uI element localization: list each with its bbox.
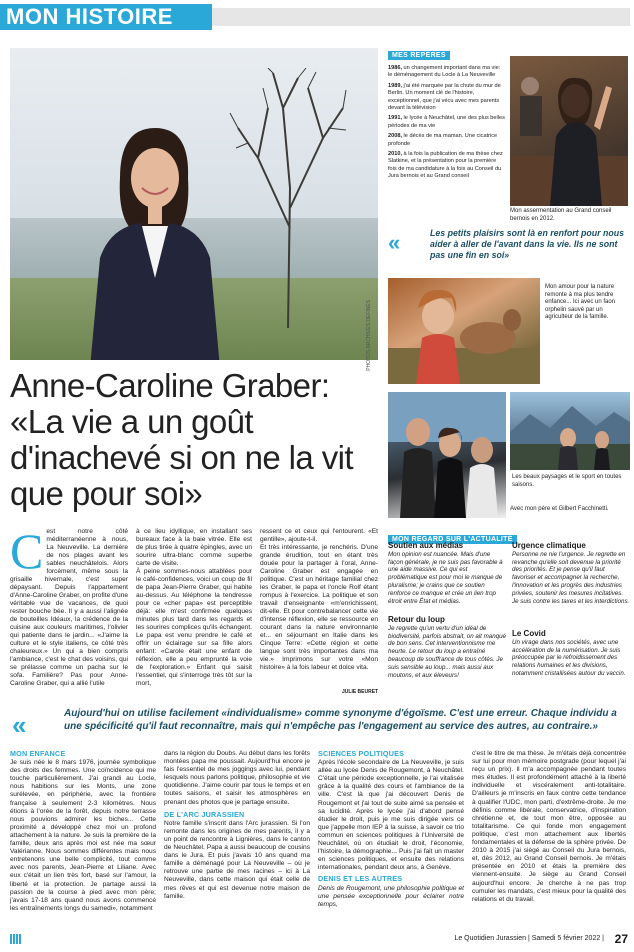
assermentation-photo bbox=[510, 56, 628, 206]
dropcap: C bbox=[10, 523, 44, 579]
reperes-tag: MES REPÈRES bbox=[388, 51, 450, 60]
publication-line: Le Quotidien Jurassien | Samedi 5 février 2022 | bbox=[454, 935, 604, 942]
landscape-photo bbox=[510, 392, 630, 470]
tree-illustration bbox=[228, 68, 348, 328]
repere-text: à la fois la publication de ma thèse chez Slatkine, et la présentation pour la première fois de ma candidature à la fois au Conseil du Jura bernois et au Grand conseil bbox=[388, 151, 503, 180]
intro-text-1: est notre côté méditerranéenne à nous, La Neuveville. La dernière de nos plages avant les sables neuchâtelois. Alors forcément, même sous la grisaille hivernale, c'est super dépaysant. Depuis l'appartement d'Anne-Caroline Graber, on profite d'une véritable vue de vacances, de quoi rester bouche bée. Il y a aussi l'alignée de bouteilles Idéaux, la crédence de la cuisine aux couleurs maritimes, l'olivier qui patiente dans le jardin... «J'aime la culture et le style italiens, ce côté très chaleureux.» Un qui a bien compris l'ambiance, c'est le chat des voisins, qui se prélasse comme un pacha sur le sofa. Familière? Pas pour Anne-Caroline Graber, qui a allié l'utile bbox=[10, 528, 128, 687]
repere-item bbox=[388, 83, 506, 113]
repere-item bbox=[388, 65, 506, 80]
bottom-col-4 bbox=[472, 750, 626, 904]
regard-covid-text: Un virage dans nos sociétés, avec une accélération de la numérisation. Je suis préoccupée par le refroidissement des relations humaines et les divisions, notamment cristallisées autour du vaccin. bbox=[512, 638, 626, 677]
repere-item bbox=[388, 133, 506, 148]
bottom-col-2 bbox=[164, 750, 310, 901]
intro-col-2: à ce lieu idyllique, en installant ses bureaux face à la baie vitrée. Elle est de plus tirée à quatre épingles, avec un sourire ultra-blanc comme superbe carte de visite. À peine sommes-nous attablées pour le café-confidences, voici un coup de fil de papa Jean-Pierre Graber, qui habite au-dessus. Au téléphone la tendresse pour ce «cher papa» est perceptible déjà: elle m'est confirmée quelques minutes plus tard dans les regards et les sourires complices qu'ils échangent. Le papa est venu prendre le café et offrir un éclairage sur sa fille alors enfant: «Carole était une enfant de réflexion, elle a peu emprunté la voie de l'exploration.» Enfant qui saisit l'essentiel, qui s'interroge très tôt sur la mort, bbox=[136, 528, 252, 687]
childhood-fawn-photo bbox=[388, 278, 540, 384]
regard-loup-title: Retour du loup bbox=[388, 615, 445, 624]
col3-text-a: Après l'école secondaire de La Neuveville, je suis allée au lycée Denis de Rougemont, à Neuchâtel. C'était une période exceptionnelle, je l'ai vitalisée grâce à la qualité des cours et l'ambiance de la ville. C'est là que j'ai découvert Denis de Rougemont et j'ai tout de suite aimé sa pensée et sa lucidité. Après le lycée j'ai d'abord pensé étudier le droit, puis je me suis dirigée vers ce que j'appelle mon IEP à la suisse, à savoir ce trio commun en sciences politiques à l'Université de Neuchâtel, où on étudiait le droit, l'économie, l'histoire, la démographie... Puis j'ai fait un master en sciences politiques, et ensuite des relations internationales, pendant deux ans, à Genève. bbox=[318, 759, 464, 872]
headline: Anne-Caroline Graber: «La vie a un goût d'inachevé si on ne la vit que pour soi» bbox=[10, 367, 353, 512]
repere-year: 2010, bbox=[388, 151, 402, 158]
regard-climat bbox=[512, 542, 630, 605]
regard-covid-title: Le Covid bbox=[512, 629, 546, 638]
father-photo bbox=[388, 392, 506, 518]
caption-childhood: Mon amour pour la nature remonte à ma plus tendre enfance... Ici avec un faon orphelin sauvé par un agriculteur de la famille. bbox=[545, 284, 616, 320]
repere-year: 1991, bbox=[388, 115, 402, 122]
section-header bbox=[0, 4, 634, 30]
intro-col-3: ressent ce et ceux qui l'entourent. «Et gentille», ajoute-t-il. Et très intéressante, je renchéris. D'une grande érudition, tout en étant très douée pour la partager à l'oral, Anne-Caroline Graber est engagée en politique. C'est un héritage familial chez les Graber, le papa et l'oncle Rolf étant rompus à l'exercice. La politique et son travail d'enseignante «m'enrichissent, dit-elle. Et pour contrebalancer cette vie d'intense réflexion, elle se ressource en courant dans la nature environnante et... en séjournant en Italie dans les Cinque Terre: «Cette région et cette langue sont très importantes dans ma vie.» Imprimons sur votre «Mon histoire» à la fois labeur et dolce vita. bbox=[260, 528, 378, 671]
repere-item bbox=[388, 115, 506, 130]
barcode-icon bbox=[10, 934, 22, 944]
col4-text: c'est le titre de ma thèse. Je m'étais déjà concentrée sur lui pour mon mémoire postgrade (pour lequel j'ai reçu un prix). Il m'a accompagnée pendant toutes mes études. Il est profondément attaché à la liberté individuelle et viscéralement anti-totalitaire. D'ailleurs je m'inscris en faux contre cette tendance à qualifier l'UDC, mon parti, d'extrême-droite. Je me définis comme libérale, conservatrice, d'inspiration chrétienne et, de tout mon être, opposée au totalitarisme. Ce qui fonde mon engagement politique, c'est mon attachement aux libertés fondamentales et la défense de la sphère privée. De 2010 à 2015 j'ai siégé au Conseil du Jura bernois, et, dès 2012, au Grand Conseil bernois. Je m'étais présentée en 2010 et étais la première des viennent-ensuite. Je siège au Grand Conseil aujourd'hui encore. Je cherche à ne pas trop cumuler les mandats, c'est mieux pour la qualité des relations et du travail. bbox=[472, 750, 626, 903]
repere-year: 1989, bbox=[388, 82, 402, 89]
repere-item bbox=[388, 151, 506, 181]
pullquote-small bbox=[388, 228, 630, 261]
regard-loup-text: Je regrette qu'un vertu d'un idéal de biodiversité, parfois abstrait, on ait manqué de bon sens. Cet interventionnisme me heurte. Le retour du loup a entraîné beaucoup de souffrance de tous côtés. Je suis sensible au loup... mais aussi aux moutons, et aux éleveurs! bbox=[388, 624, 506, 679]
author-signature: JULIE BEURET bbox=[342, 689, 379, 695]
regard-climat-text: Personne ne nie l'urgence. Je regrette en revanche qu'elle soit devenue la priorité des priorités. Et je pense qu'il faut favoriser et accompagner la recherche, l'innovation et les progrès des industries privées, soutenir les mesures incitatives. Je suis contre les taxes et les interdictions. bbox=[512, 550, 630, 605]
repere-text: le décès de ma maman. Une cicatrice profonde bbox=[388, 133, 498, 147]
regard-tag: MON REGARD SUR L'ACTUALITÉ bbox=[388, 535, 517, 544]
enfance-text: Je suis née le 8 mars 1976, journée symbolique des droits des femmes. Une coïncidence qui me touche particulièrement. J'ai grandi au Locle, nous habitions sur les Monts, une zone surélevée, en périphérie, avec la frontière française à seulement 2-3 kilomètres. Nous étions à l'orée de la forêt, depuis notre terrasse nous pouvions admirer les biches... Cette proximité a développé chez moi un profond attachement à la nature. Je suis la première de la famille, deux ans après moi est née ma sœur Valérianne. Nous sommes différentes mais nous entretenons une belle complicité, tout comme avec nos parents, Jean-Pierre et Liliane. Avec eux c'était un lien très fort, basé sur l'amour, la liberté et la protection. Je partage aussi la passion de la course à pied avec mon père; j'avais 17-18 ans quand nous avons commencé les entraînements longs du samedi», notamment bbox=[10, 759, 156, 912]
repere-text: le lycée à Neuchâtel, une des plus belles périodes de ma vie bbox=[388, 115, 505, 129]
caption-father: Avec mon père et Gilbert Facchinetti. bbox=[510, 506, 609, 512]
subhead-arc-jurassien: DE L'ARC JURASSIEN bbox=[164, 809, 245, 819]
col2-text-a: dans la région du Doubs. Au début dans les forêts montées papa me poussait. Aujourd'hui encore je fais l'essentiel de mes joggings avec lui, pendant lesquels nous parlons politique, philosophie et vie quotidienne. J'aime courir par tous le temps et en toutes saisons, et saisir les atmosphères en prenant des photos que je partage ensuite. bbox=[164, 750, 310, 806]
caption-landscape: Les beaux paysages et le sport en toutes saisons. bbox=[512, 474, 622, 488]
repere-year: 1986, bbox=[388, 65, 402, 71]
pullquote-large-text: Aujourd'hui on utilise facilement «individualisme» comme synonyme d'égoïsme. C'est une erreur. Chaque individu a une spécificité qu'il faut reconnaître, mais qui n'empêche pas l'engagement au service des autres, au contraire.» bbox=[64, 708, 617, 732]
page-footer bbox=[0, 932, 634, 948]
subhead-enfance: MON ENFANCE bbox=[10, 749, 66, 758]
col3-text-b: Denis de Rougemont, une philosophie politique et une pensée exceptionnelle pour éclairer notre temps, bbox=[318, 884, 464, 908]
page-number: 27 bbox=[614, 932, 628, 946]
quote-icon: « bbox=[12, 710, 27, 740]
regard-loup bbox=[388, 616, 506, 679]
pullquote-large bbox=[12, 708, 626, 740]
regard-climat-title: Urgence climatique bbox=[512, 541, 586, 550]
repere-text: j'ai été marquée par la chute du mur de Berlin. Un moment clé de l'histoire, exceptionnel, que j'ai vécu avec mes parents devant la télévision bbox=[388, 82, 501, 112]
col2-text-b: Notre famille s'inscrit dans l'Arc jurassien. Si l'on remonte dans les origines de mes parents, il y a un point de rencontre à Lignières, dans le canton de Neuchâtel. Papa a aussi beaucoup de cousins dans le Jura. Et puis j'avais 10 ans quand ma famille a déménagé pour La Neuveville – où je retrouve une partie de mes racines – ici à La Neuveville, dans cette maison qui était celle de mes rêves et qui est devenue notre maison de famille. bbox=[164, 819, 310, 900]
reperes-box bbox=[388, 44, 506, 181]
header-rule bbox=[212, 8, 630, 26]
pullquote-small-text: Les petits plaisirs sont là en renfort pour nous aider à aller de l'avant dans la vie. Ils ne sont pas une fin en soi» bbox=[430, 228, 625, 260]
regard-medias-title: Soutien aux médias bbox=[388, 541, 464, 550]
bottom-col-1 bbox=[10, 750, 156, 913]
repere-text: un changement important dans ma vie: le déménagement du Locle à La Neuveville bbox=[388, 65, 501, 79]
section-title: MON HISTOIRE bbox=[0, 4, 212, 30]
quote-icon: « bbox=[388, 230, 401, 255]
regard-covid bbox=[512, 630, 630, 678]
regard-medias-text: Mon opinion est nuancée. Mais d'une façon générale, je ne suis pas favorable à une aide massive. Ce qui est problématique est pour moi le manque de pluralisme; je crains que ce soutien renforce ce manque et crée un lien trop étroit entre État et médias. bbox=[388, 550, 503, 605]
subhead-sciences-politiques: SCIENCES POLITIQUES bbox=[318, 749, 405, 758]
bottom-col-3 bbox=[318, 750, 464, 909]
photo-credit: PHOTOS ARCHIVES DEFINES bbox=[366, 300, 372, 371]
regard-medias bbox=[388, 542, 506, 605]
intro-col-1 bbox=[10, 523, 128, 688]
subhead-denis: DENIS ET LES AUTRES bbox=[318, 874, 403, 884]
repere-year: 2008, bbox=[388, 133, 402, 140]
caption-assermentation: Mon assermentation au Grand conseil bernois en 2012. bbox=[510, 208, 612, 222]
portrait-woman bbox=[70, 118, 240, 360]
main-portrait-photo bbox=[10, 48, 378, 360]
